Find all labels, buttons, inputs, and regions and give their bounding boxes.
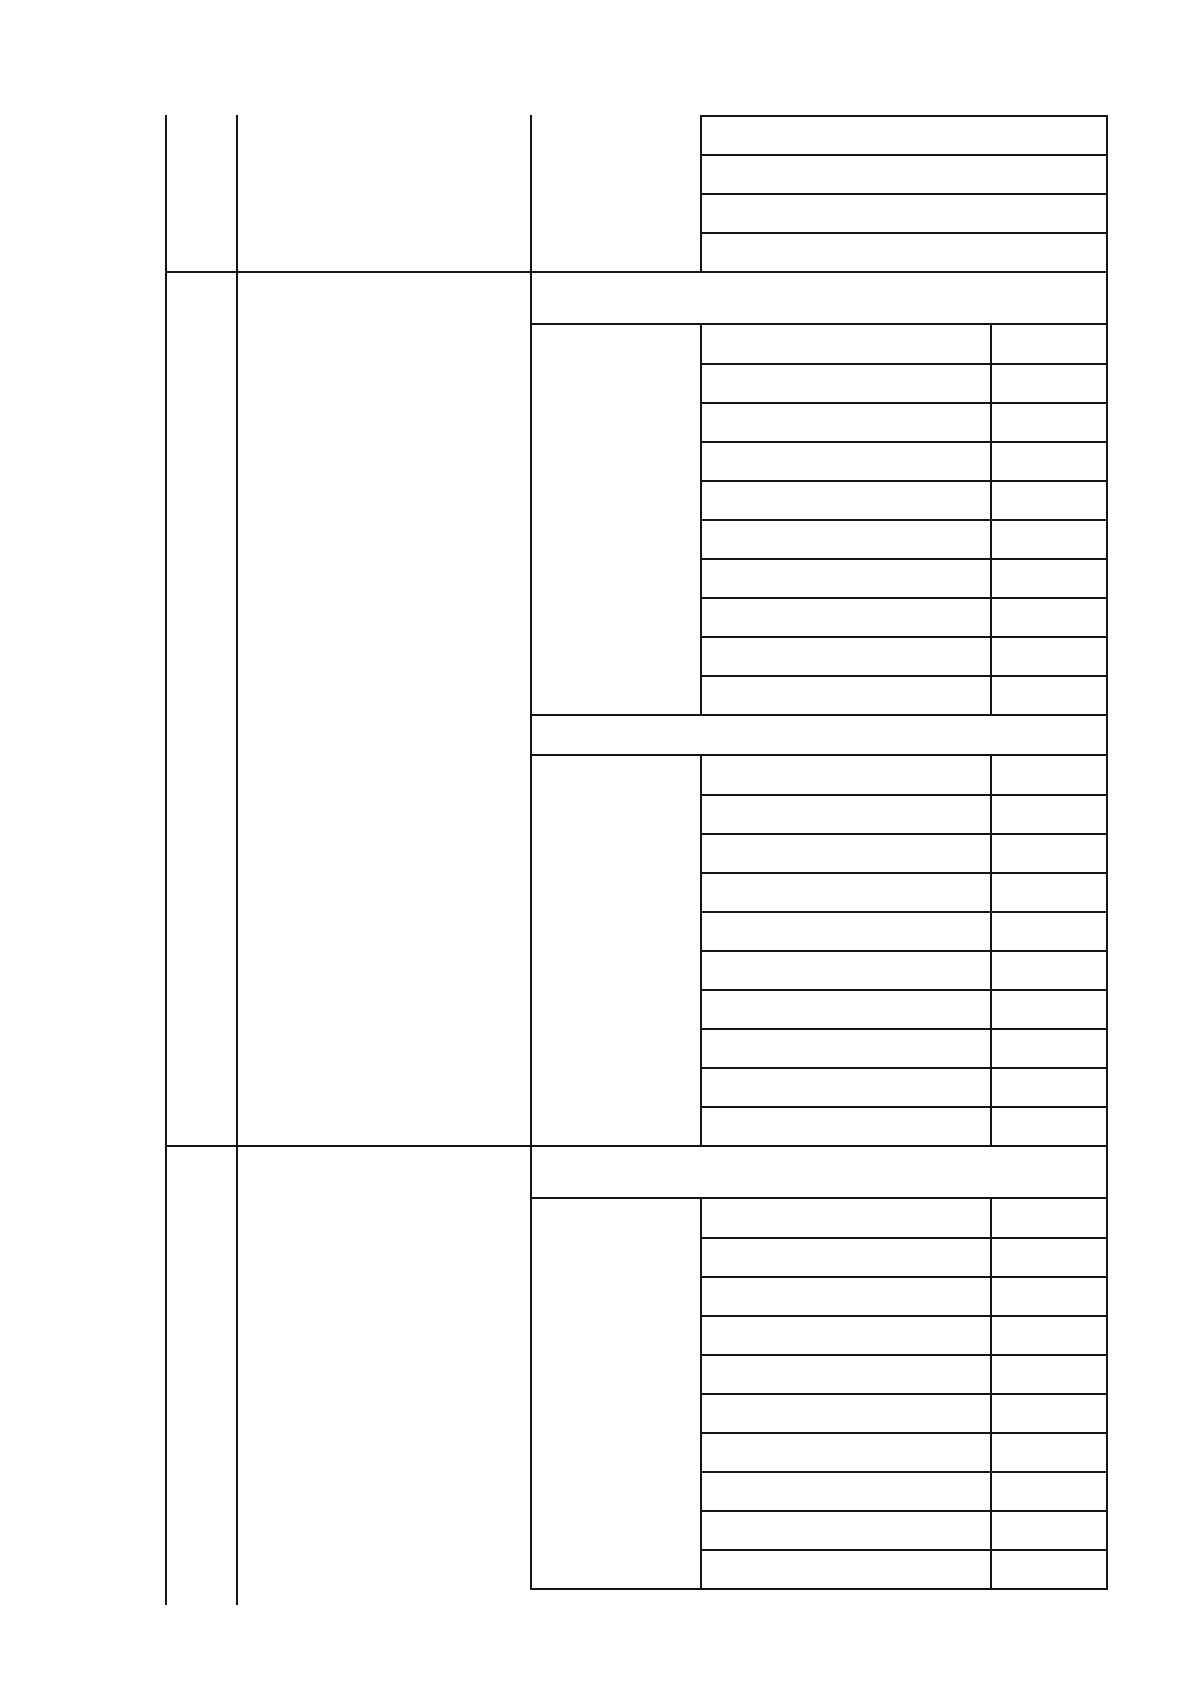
row-rule bbox=[700, 1276, 1108, 1278]
column-rule bbox=[700, 1197, 702, 1590]
column-rule bbox=[530, 754, 532, 1147]
row-rule bbox=[700, 833, 1108, 835]
row-rule bbox=[700, 232, 1108, 234]
column-rule bbox=[530, 271, 532, 325]
row-rule bbox=[700, 872, 1108, 874]
row-rule bbox=[700, 675, 1108, 677]
row-rule bbox=[700, 1549, 1108, 1551]
row-rule bbox=[700, 193, 1108, 195]
group-rule bbox=[530, 1145, 1108, 1147]
row-rule bbox=[700, 1393, 1108, 1395]
column-rule bbox=[1106, 1145, 1108, 1199]
row-rule bbox=[700, 1315, 1108, 1317]
row-rule bbox=[700, 441, 1108, 443]
row-rule bbox=[700, 794, 1108, 796]
row-rule bbox=[700, 558, 1108, 560]
column-rule bbox=[530, 714, 532, 756]
row-rule bbox=[700, 1237, 1108, 1239]
row-rule bbox=[700, 1067, 1108, 1069]
column-rule bbox=[530, 323, 532, 716]
row-rule bbox=[700, 636, 1108, 638]
column-rule bbox=[1106, 115, 1108, 273]
row-rule bbox=[700, 1028, 1108, 1030]
row-rule bbox=[700, 1106, 1108, 1108]
row-rule bbox=[700, 363, 1108, 365]
row-rule bbox=[700, 950, 1108, 952]
row-rule bbox=[700, 480, 1108, 482]
table-bottom-rule bbox=[530, 1588, 1108, 1590]
row-rule bbox=[700, 519, 1108, 521]
group-rule bbox=[530, 754, 1108, 756]
organization-column-rule bbox=[236, 115, 238, 1605]
group-rule bbox=[530, 271, 1108, 273]
number-column-rule bbox=[165, 115, 167, 1605]
column-rule bbox=[990, 1197, 992, 1590]
group-rule bbox=[530, 714, 1108, 716]
column-rule bbox=[1106, 714, 1108, 756]
group-rule bbox=[530, 1197, 1108, 1199]
row-rule bbox=[700, 115, 1108, 117]
column-rule bbox=[530, 1197, 532, 1590]
column-rule bbox=[990, 323, 992, 716]
column-rule bbox=[1106, 1197, 1108, 1590]
column-rule bbox=[530, 1145, 532, 1199]
column-rule bbox=[1106, 323, 1108, 716]
group-rule bbox=[530, 323, 1108, 325]
row-rule bbox=[700, 1354, 1108, 1356]
column-rule bbox=[1106, 271, 1108, 325]
row-rule bbox=[700, 597, 1108, 599]
row-rule bbox=[700, 911, 1108, 913]
column-rule bbox=[700, 115, 702, 273]
row-rule bbox=[700, 1471, 1108, 1473]
row-rule bbox=[700, 1510, 1108, 1512]
row-rule bbox=[700, 402, 1108, 404]
row-rule bbox=[700, 1432, 1108, 1434]
column-rule bbox=[700, 323, 702, 716]
column-rule bbox=[990, 754, 992, 1147]
column-rule bbox=[1106, 754, 1108, 1147]
column-rule bbox=[530, 115, 532, 273]
row-rule bbox=[700, 989, 1108, 991]
column-rule bbox=[700, 754, 702, 1147]
row-rule bbox=[700, 154, 1108, 156]
